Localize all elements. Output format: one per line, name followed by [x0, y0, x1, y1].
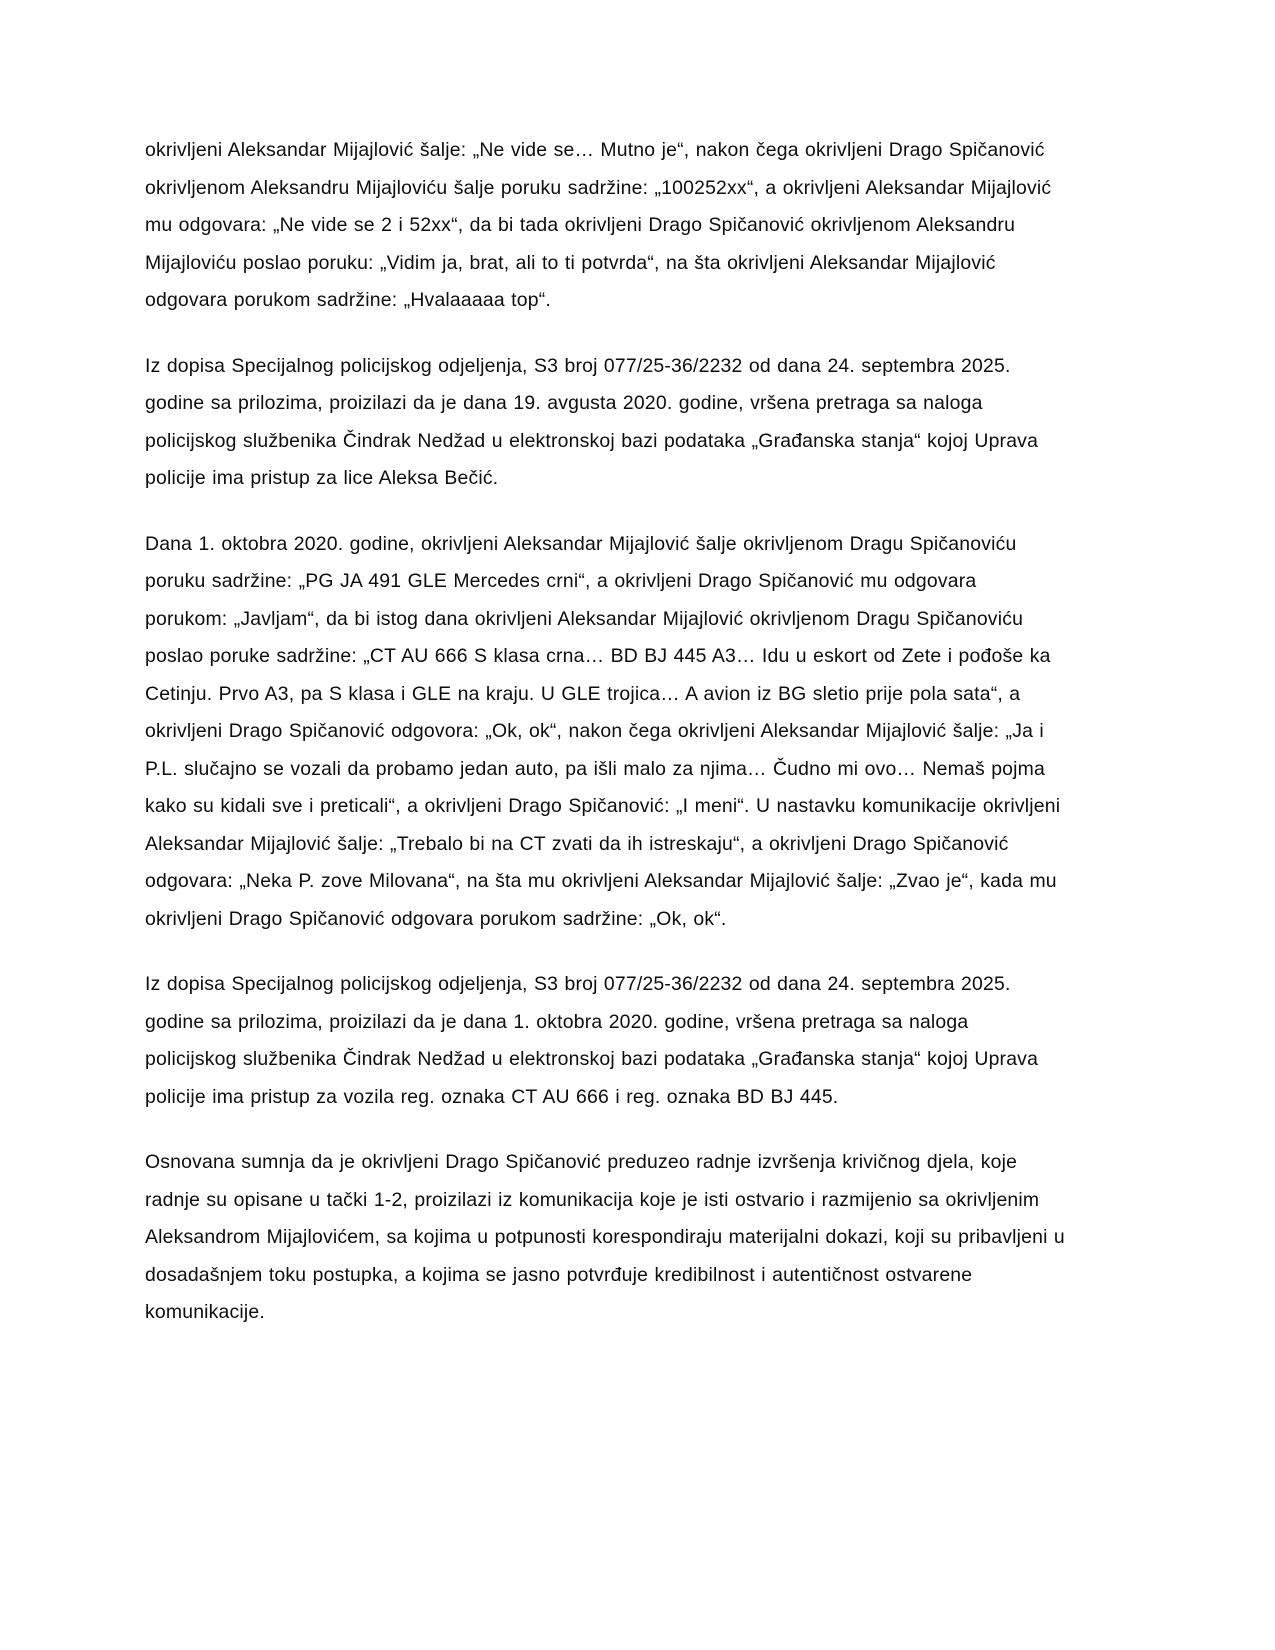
paragraph: okrivljeni Aleksandar Mijajlović šalje: „Ne vide se… Mutno je“, nakon čega okrivljeni Drago Spičanović okrivljenom Aleksandru Mijajloviću šalje poruku sadržine: „100252xx“, a okrivljeni Aleksandar Mijajlović mu odgovara: „Ne vide se 2 i 52xx“, da bi tada okrivljeni Drago Spičanović okrivljenom Aleksandru Mijajloviću poslao poruku: „Vidim ja, brat, ali to ti potvrda“, na šta okrivljeni Aleksandar Mijajlović odgovara porukom sadržine: „Hvalaaaaa top“.: [145, 139, 1052, 311]
paragraph: Iz dopisa Specijalnog policijskog odjeljenja, S3 broj 077/25-36/2232 od dana 24. septembra 2025. godine sa prilozima, proizilazi da je dana 1. oktobra 2020. godine, vršena pretraga sa naloga policijskog službenika Čindrak Nedžad u elektronskoj bazi podataka „Građanska stanja“ kojoj Uprava policije ima pristup za vozila reg. oznaka CT AU 666 i reg. oznaka BD BJ 445.: [145, 973, 1039, 1108]
paragraph: Iz dopisa Specijalnog policijskog odjeljenja, S3 broj 077/25-36/2232 od dana 24. septembra 2025. godine sa prilozima, proizilazi da je dana 19. avgusta 2020. godine, vršena pretraga sa naloga policijskog službenika Čindrak Nedžad u elektronskoj bazi podataka „Građanska stanja“ kojoj Uprava policije ima pristup za lice Aleksa Bečić.: [145, 354, 1039, 489]
paragraph: Osnovana sumnja da je okrivljeni Drago Spičanović preduzeo radnje izvršenja krivičnog djela, koje radnje su opisane u tački 1-2, proizilazi iz komunikacija koje je isti ostvario i razmijenio sa okrivljenim Aleksandrom Mijajlovićem, sa kojima u potpunosti korespondiraju materijalni dokazi, koji su pribavljeni u dosadašnjem toku postupka, a kojima se jasno potvrđuje kredibilnost i autentičnost ostvarene komunikacije.: [145, 1151, 1065, 1323]
paragraph: Dana 1. oktobra 2020. godine, okrivljeni Aleksandar Mijajlović šalje okrivljenom Dragu Spičanoviću poruku sadržine: „PG JA 491 GLE Mercedes crni“, a okrivljeni Drago Spičanović mu odgovara porukom: „Javljam“, da bi istog dana okrivljeni Aleksandar Mijajlović okrivljenom Dragu Spičanoviću poslao poruke sadržine: „CT AU 666 S klasa crna… BD BJ 445 A3… Idu u eskort od Zete i pođoše ka Cetinju. Prvo A3, pa S klasa i GLE na kraju. U GLE trojica… A avion iz BG sletio prije pola sata“, a okrivljeni Drago Spičanović odgovora: „Ok, ok“, nakon čega okrivljeni Aleksandar Mijajlović šalje: „Ja i P.L. slučajno se vozali da probamo jedan auto, pa išli malo za njima… Čudno mi ovo… Nemaš pojma kako su kidali sve i preticali“, a okrivljeni Drago Spičanović: „I meni“. U nastavku komunikacije okrivljeni Aleksandar Mijajlović šalje: „Trebalo bi na CT zvati da ih istreskaju“, a okrivljeni Drago Spičanović odgovara: „Neka P. zove Milovana“, na šta mu okrivljeni Aleksandar Mijajlović šalje: „Zvao je“, kada mu okrivljeni Drago Spičanović odgovara porukom sadržine: „Ok, ok“.: [145, 532, 1061, 930]
document-body: [145, 132, 1065, 1332]
